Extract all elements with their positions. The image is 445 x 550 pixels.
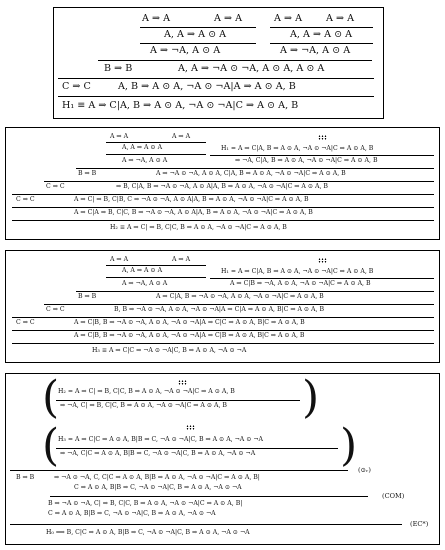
p4-line-1: ⇒ ¬A, C| ⇒ B, C|C, B ⇒ A ⊙ A, ¬A ⊙ ¬A|C ⇒ A ⊙ A, B: [60, 402, 227, 409]
p2-line-4a: B ⇒ B: [78, 170, 97, 177]
p1-rule-2a: [140, 43, 256, 44]
p3-line-3a: A ⇒ ¬A, A ⊙ A: [122, 280, 168, 287]
p2-rule-1: [106, 142, 206, 143]
p2-line-5a: C ⇒ C: [46, 183, 65, 190]
p4-line-3b: ⇒ ¬A ⊙ ¬A, C, C|C ⇒ A ⊙ A, B|B ⇒ A ⊙ A, ¬A ⊙ ¬A|C ⇒ A ⊙ A, B|: [54, 474, 260, 481]
p4-close-paren-1: ): [302, 372, 320, 423]
p4-line-6: C ⇒ A ⊙ A, B|B ⇒ C, ¬A ⊙ ¬A|C, B ⇒ A ⊙ A, ¬A ⊙ ¬A: [48, 510, 216, 517]
p2-hyp-h1: H₁ = A ⇒ C|A, B ⇒ A ⊙ A, ¬A ⊙ ¬A|C ⇒ A ⊙ A, B: [221, 145, 374, 152]
p2-line-3a: A ⇒ ¬A, A ⊙ A: [122, 157, 168, 164]
p4-rule-1: [56, 400, 300, 401]
p3-ellipsis-dots: [318, 258, 327, 263]
p4-hyp-h3: H₃ = A ⇒ C|C ⇒ A ⊙ A, B|B ⇒ C, ¬A ⊙ ¬A|C, B ⇒ A ⊙ A, ¬A ⊙ ¬A: [58, 436, 264, 443]
p1-rule-5: [58, 96, 374, 97]
p4-label-com: (COM): [382, 492, 405, 500]
p2-rule-3: [76, 168, 434, 169]
p4-label-ec-star: (EC*): [410, 520, 429, 528]
p3-rule-7: [12, 343, 434, 344]
p4-hyp-h2: H₂ = A ⇒ C| ⇒ B, C|C, B ⇒ A ⊙ A, ¬A ⊙ ¬A|C ⇒ A ⊙ A, B: [58, 388, 235, 395]
p4-close-paren-2: ): [340, 420, 358, 471]
p4-conclusion: H₀ ⟹ B, C|C ⇒ A ⊙ A, B|B ⇒ C, ¬A ⊙ ¬A|C, B ⇒ A ⊙ A, ¬A ⊙ ¬A: [46, 529, 250, 536]
p2-axiom-2: A ⇒ A: [172, 133, 191, 140]
p3-line-7: A ⇒ C|B, B ⇒ ¬A ⊙ ¬A, A ⊙ A, ¬A ⊙ ¬A|A ⇒ C|B ⇒ A ⊙ A, B|C ⇒ A ⊙ A, B: [74, 332, 305, 339]
p3-line-3b: A ⇒ C|B ⇒ ¬A, A ⊙ A, ¬A ⊙ ¬A|C ⇒ A ⊙ A, B: [230, 280, 371, 287]
p4-rule-3: [10, 470, 348, 471]
p3-rule-6: [12, 330, 434, 331]
p3-line-6b: A ⇒ C|B, B ⇒ ¬A ⊙ ¬A, A ⊙ A, ¬A ⊙ ¬A|A ⇒ C|C ⇒ A ⊙ A, B|C ⇒ A ⊙ A, B: [74, 319, 305, 326]
p1-axiom-2: A ⇒ A: [214, 13, 242, 24]
p3-rule-2a: [106, 277, 206, 278]
p1-rule-1a: [140, 27, 256, 28]
p1-line-5b: A, B ⇒ A ⊙ A, ¬A ⊙ ¬A|A ⇒ A ⊙ A, B: [118, 81, 296, 92]
p2-line-6a: C ⇒ C: [16, 196, 35, 203]
p4-line-2: ⇒ ¬A, C|C ⇒ A ⊙ A, B|B ⇒ C, ¬A ⊙ ¬A|C, B ⇒ A ⊙ A, ¬A ⊙ ¬A: [60, 450, 256, 457]
p2-line-4b: A ⇒ ¬A ⊙ ¬A, A ⊙ A, C|A, B ⇒ A ⊙ A, ¬A ⊙ ¬A|C ⇒ A ⊙ A, B: [156, 170, 346, 177]
p1-line-2a: A, A ⇒ A ⊙ A: [164, 29, 227, 40]
p3-rule-3: [76, 291, 434, 292]
p3-line-4b: A ⇒ C|A, B ⇒ ¬A ⊙ ¬A, A ⊙ A, ¬A ⊙ ¬A|C ⇒ A ⊙ A, B: [156, 293, 324, 300]
p2-rule-2b: [210, 155, 434, 156]
proof-panel-4: [5, 373, 440, 545]
p3-line-5a: C ⇒ C: [46, 306, 65, 313]
p1-rule-2b: [270, 43, 373, 44]
p3-line-4a: B ⇒ B: [78, 293, 97, 300]
p1-conclusion: H₁ ≡ A ⇒ C|A, B ⇒ A ⊙ A, ¬A ⊙ ¬A|C ⇒ A ⊙ A, B: [62, 100, 299, 111]
p4-rule-2: [56, 448, 338, 449]
p4-line-5: B ⇒ ¬A ⊙ ¬A, C| ⇒ B, C|C, B ⇒ A ⊙ A, ¬A ⊙ ¬A|C ⇒ A ⊙ A, B|: [48, 500, 243, 507]
p1-line-4a: B ⇒ B: [104, 63, 133, 74]
p2-line-7: A ⇒ C|A ⇒ B, C|C, B ⇒ ¬A ⊙ ¬A, A ⊙ A|A, B ⇒ A ⊙ A, ¬A ⊙ ¬A|C ⇒ A ⊙ A, B: [74, 209, 313, 216]
proof-panel-3: [5, 250, 440, 363]
p4-ellipsis-dots-2: [186, 425, 195, 430]
p1-rule-4: [58, 78, 374, 79]
p3-line-5b: B, B ⇒ ¬A ⊙ ¬A, A ⊙ A, ¬A ⊙ ¬A|A ⇒ C|A ⇒ A ⊙ A, B|C ⇒ A ⊙ A, B: [114, 306, 325, 313]
p2-line-2: A, A ⇒ A ⊙ A: [122, 144, 163, 151]
p1-axiom-4: A ⇒ A: [326, 13, 354, 24]
proof-panel-1: [53, 7, 384, 119]
p1-line-3b: A ⇒ ¬A, A ⊙ A: [280, 45, 351, 56]
p2-line-3b: ⇒ ¬A, C|A, B ⇒ A ⊙ A, ¬A ⊙ ¬A|C ⇒ A ⊙ A, B: [235, 157, 378, 164]
p1-axiom-1: A ⇒ A: [142, 13, 170, 24]
p2-conclusion: H₂ ≡ A ⇒ C| ⇒ B, C|C, B ⇒ A ⊙ A, ¬A ⊙ ¬A|C ⇒ A ⊙ A, B: [110, 224, 287, 231]
p4-line-4: C ⇒ A ⊙ A, B|B ⇒ C, ¬A ⊙ ¬A|C, B ⇒ A ⊙ A, ¬A ⊙ ¬A: [74, 484, 242, 491]
p2-line-6b: A ⇒ C| ⇒ B, C|B, C ⇒ ¬A ⊙ ¬A, A ⊙ A|A, B ⇒ A ⊙ A, ¬A ⊙ ¬A|C ⇒ A ⊙ A, B: [74, 196, 309, 203]
p2-ellipsis-dots: [318, 135, 327, 140]
p1-rule-3: [98, 60, 372, 61]
p2-rule-4: [44, 181, 434, 182]
p3-line-6a: C ⇒ C: [16, 319, 35, 326]
p1-line-5a: C ⇒ C: [62, 81, 91, 92]
p4-ellipsis-dots-1: [178, 380, 187, 385]
p1-rule-1b: [270, 27, 373, 28]
p4-open-paren-2: (: [42, 420, 60, 471]
p2-rule-6: [12, 207, 434, 208]
p3-axiom-2: A ⇒ A: [172, 256, 191, 263]
p3-axiom-1: A ⇒ A: [110, 256, 129, 263]
p2-rule-5: [12, 194, 434, 195]
p1-axiom-3: A ⇒ A: [274, 13, 302, 24]
p2-axiom-1: A ⇒ A: [110, 133, 129, 140]
p1-line-4b: A, A ⇒ ¬A ⊙ ¬A, A ⊙ A, A ⊙ A: [178, 63, 325, 74]
p3-line-2: A, A ⇒ A ⊙ A: [122, 267, 163, 274]
p1-line-3a: A ⇒ ¬A, A ⊙ A: [150, 45, 221, 56]
p4-open-paren-1: (: [42, 372, 60, 423]
p3-conclusion: H₃ ≡ A ⇒ C|C ⇒ ¬A ⊙ ¬A|C, B ⇒ A ⊙ A, ¬A ⊙ ¬A: [92, 347, 247, 354]
p4-line-3a: B ⇒ B: [16, 474, 35, 481]
p2-rule-2a: [106, 154, 206, 155]
p2-line-5b: ⇒ B, C|A, B ⇒ ¬A ⊙ ¬A, A ⊙ A|A, B ⇒ A ⊙ A, ¬A ⊙ ¬A|C ⇒ A ⊙ A, B: [116, 183, 328, 190]
p4-label-odot-r: (⊙ᵣ): [358, 466, 371, 474]
p3-rule-2b: [210, 278, 434, 279]
p2-rule-7: [12, 220, 434, 221]
p4-rule-5: [10, 524, 402, 525]
proof-panel-2: [5, 127, 440, 240]
p4-rule-4: [50, 496, 368, 497]
p3-rule-5: [12, 317, 434, 318]
p1-line-2b: A, A ⇒ A ⊙ A: [290, 29, 353, 40]
p3-rule-4: [44, 304, 434, 305]
p3-rule-1: [106, 265, 206, 266]
p3-hyp-h1: H₁ = A ⇒ C|A, B ⇒ A ⊙ A, ¬A ⊙ ¬A|C ⇒ A ⊙ A, B: [221, 268, 374, 275]
